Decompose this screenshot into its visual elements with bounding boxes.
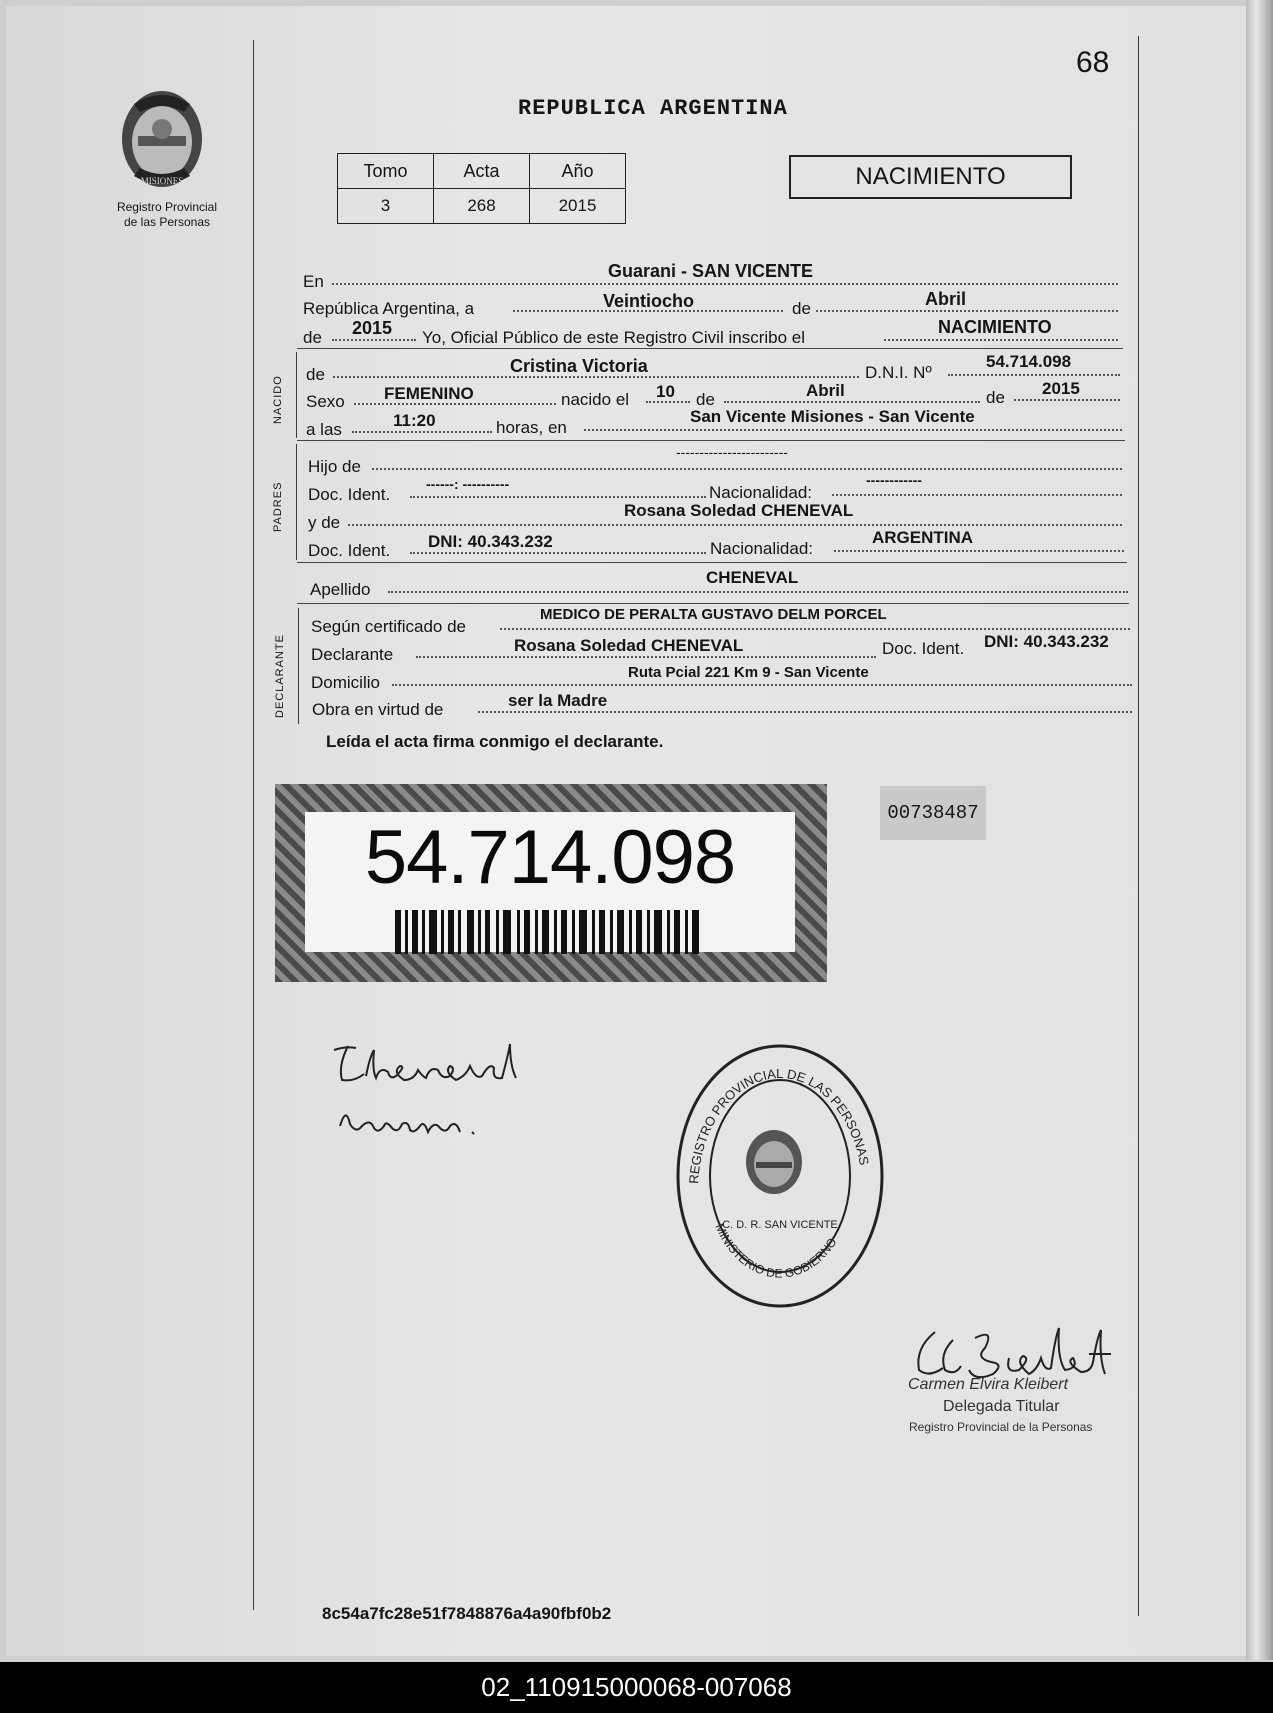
month-value: Abril <box>925 289 967 309</box>
section-divider <box>297 603 1129 604</box>
dotted-line <box>834 550 1124 552</box>
barcode-sticker <box>275 784 827 982</box>
signatory-organization: Registro Provincial de la Personas <box>909 1420 1093 1434</box>
declarante-doc-value: DNI: 40.343.232 <box>984 632 1109 651</box>
section-label-padres: PADRES <box>272 481 284 532</box>
record-value-acta: 268 <box>434 189 530 224</box>
record-header-tomo: Tomo <box>338 154 434 189</box>
signatory-name: Carmen Elvira Kleibert <box>908 1376 1069 1393</box>
dotted-line <box>816 310 1118 312</box>
label-y-de: y de <box>308 513 341 532</box>
section-divider <box>297 348 1123 349</box>
label-de-year2: de <box>986 388 1005 407</box>
dotted-line <box>410 496 706 498</box>
birth-day-value: 10 <box>656 382 675 401</box>
label-segun-certificado: Según certificado de <box>311 617 466 636</box>
place-value: Guarani - SAN VICENTE <box>608 261 814 281</box>
dotted-line <box>1014 399 1120 401</box>
label-a-las: a las <box>306 420 342 439</box>
dotted-line <box>500 628 1130 630</box>
document-hash: 8c54a7fc28e51f7848876a4a90fbf0b2 <box>322 1604 612 1623</box>
right-margin-line <box>1138 36 1139 1616</box>
barcode-bars-icon <box>395 910 705 954</box>
birth-place-value: San Vicente Misiones - San Vicente <box>690 407 975 426</box>
label-nacionalidad-mother: Nacionalidad: <box>710 539 814 558</box>
child-name-value: Cristina Victoria <box>510 356 648 376</box>
label-hijo-de: Hijo de <box>308 457 361 476</box>
dotted-line <box>584 429 1122 431</box>
label-de-month: de <box>696 390 715 409</box>
section-bar <box>296 352 297 438</box>
label-domicilio: Domicilio <box>311 673 380 692</box>
certificate-value: MEDICO DE PERALTA GUSTAVO DELM PORCEL <box>540 606 887 623</box>
record-header-acta: Acta <box>434 154 530 189</box>
year-value: 2015 <box>352 318 393 338</box>
label-sexo: Sexo <box>306 392 345 411</box>
label-republica: República Argentina, a <box>303 299 475 318</box>
father-nationality-value: ------------ <box>866 472 922 488</box>
label-en: En <box>303 272 324 291</box>
father-name-value: ------------------------ <box>676 444 788 460</box>
label-dni: D.N.I. Nº <box>865 363 932 382</box>
dotted-line <box>416 656 876 658</box>
section-label-nacido: NACIDO <box>272 375 284 424</box>
father-doc-value: ------: ---------- <box>426 476 510 492</box>
mother-doc-value: DNI: 40.343.232 <box>428 532 553 551</box>
dotted-line <box>948 374 1120 376</box>
record-header-ano: Año <box>530 154 626 189</box>
stamp-bottom-text: MINISTERIO DE GOBIERNO <box>712 1221 840 1281</box>
logo-text: MISIONES <box>140 176 184 186</box>
label-apellido: Apellido <box>310 580 371 599</box>
apellido-value: CHENEVAL <box>706 568 799 587</box>
scan-footer-id: 02_110915000068-007068 <box>0 1662 1273 1713</box>
address-value: Ruta Pcial 221 Km 9 - San Vicente <box>628 664 869 681</box>
label-doc-ident-declarante: Doc. Ident. <box>882 639 965 658</box>
stamp-top-text: REGISTRO PROVINCIAL DE LAS PERSONAS <box>686 1065 872 1185</box>
label-declarante: Declarante <box>311 645 394 664</box>
birth-time-value: 11:20 <box>393 411 436 430</box>
country-heading: REPUBLICA ARGENTINA <box>518 96 788 121</box>
label-doc-ident-mother: Doc. Ident. <box>308 541 391 560</box>
registry-caption-line1: Registro Provincial <box>116 200 218 214</box>
dotted-line <box>332 283 1118 285</box>
officer-text: Yo, Oficial Público de este Registro Civil inscribo el <box>422 328 805 347</box>
dotted-line <box>332 339 416 341</box>
record-value-tomo: 3 <box>338 189 434 224</box>
label-nacionalidad-father: Nacionalidad: <box>709 483 813 502</box>
left-margin-line <box>253 40 254 1610</box>
relation-value: ser la Madre <box>508 691 608 710</box>
birth-month-value: Abril <box>806 381 845 400</box>
day-words-value: Veintiocho <box>603 291 695 311</box>
dotted-line <box>392 684 1132 686</box>
document-type-box: NACIMIENTO <box>789 155 1072 199</box>
dotted-line <box>884 339 1118 341</box>
section-bar <box>296 444 297 560</box>
official-stamp-icon <box>670 1040 890 1320</box>
dotted-line <box>832 494 1122 496</box>
label-de-name: de <box>306 365 325 384</box>
dotted-line <box>478 711 1132 713</box>
barcode-number: 54.714.098 <box>364 815 736 900</box>
label-horas-en: horas, en <box>496 418 567 437</box>
record-table <box>337 153 626 224</box>
serial-number: 00738487 <box>880 786 986 840</box>
label-obra-en-virtud: Obra en virtud de <box>312 700 444 719</box>
stamp-middle-text: C. D. R. SAN VICENTE <box>722 1219 838 1231</box>
label-de-year: de <box>303 328 322 347</box>
mother-name-value: Rosana Soledad CHENEVAL <box>624 501 854 520</box>
dotted-line <box>372 468 1122 470</box>
section-divider <box>297 440 1125 441</box>
signatory-role: Delegada Titular <box>943 1398 1060 1415</box>
closing-statement: Leída el acta firma conmigo el declarante. <box>326 732 664 751</box>
section-bar <box>298 608 299 724</box>
child-dni-value: 54.714.098 <box>986 352 1072 371</box>
section-label-declarante: DECLARANTE <box>274 634 286 718</box>
record-value-ano: 2015 <box>530 189 626 224</box>
birth-year-value: 2015 <box>1042 379 1080 398</box>
page-number: 68 <box>1076 46 1110 79</box>
sexo-value: FEMENINO <box>384 384 474 403</box>
dotted-line <box>724 401 980 403</box>
declarante-name-value: Rosana Soledad CHENEVAL <box>514 636 744 655</box>
label-nacido-el: nacido el <box>561 390 630 409</box>
page-edge <box>1246 0 1273 1660</box>
label-doc-ident-father: Doc. Ident. <box>308 485 391 504</box>
dotted-line <box>388 591 1128 593</box>
dotted-line <box>410 552 706 554</box>
handwritten-signature-icon <box>326 1036 526 1166</box>
dotted-line <box>348 524 1122 526</box>
dotted-line <box>352 431 492 433</box>
barcode-label <box>305 812 795 952</box>
registry-caption <box>92 200 242 230</box>
misiones-coat-of-arms-icon <box>112 84 212 194</box>
act-value: NACIMIENTO <box>938 317 1052 337</box>
mother-nationality-value: ARGENTINA <box>872 528 974 547</box>
registry-caption-line2: de las Personas <box>123 215 211 229</box>
section-divider <box>297 562 1127 563</box>
label-de: de <box>792 299 811 318</box>
